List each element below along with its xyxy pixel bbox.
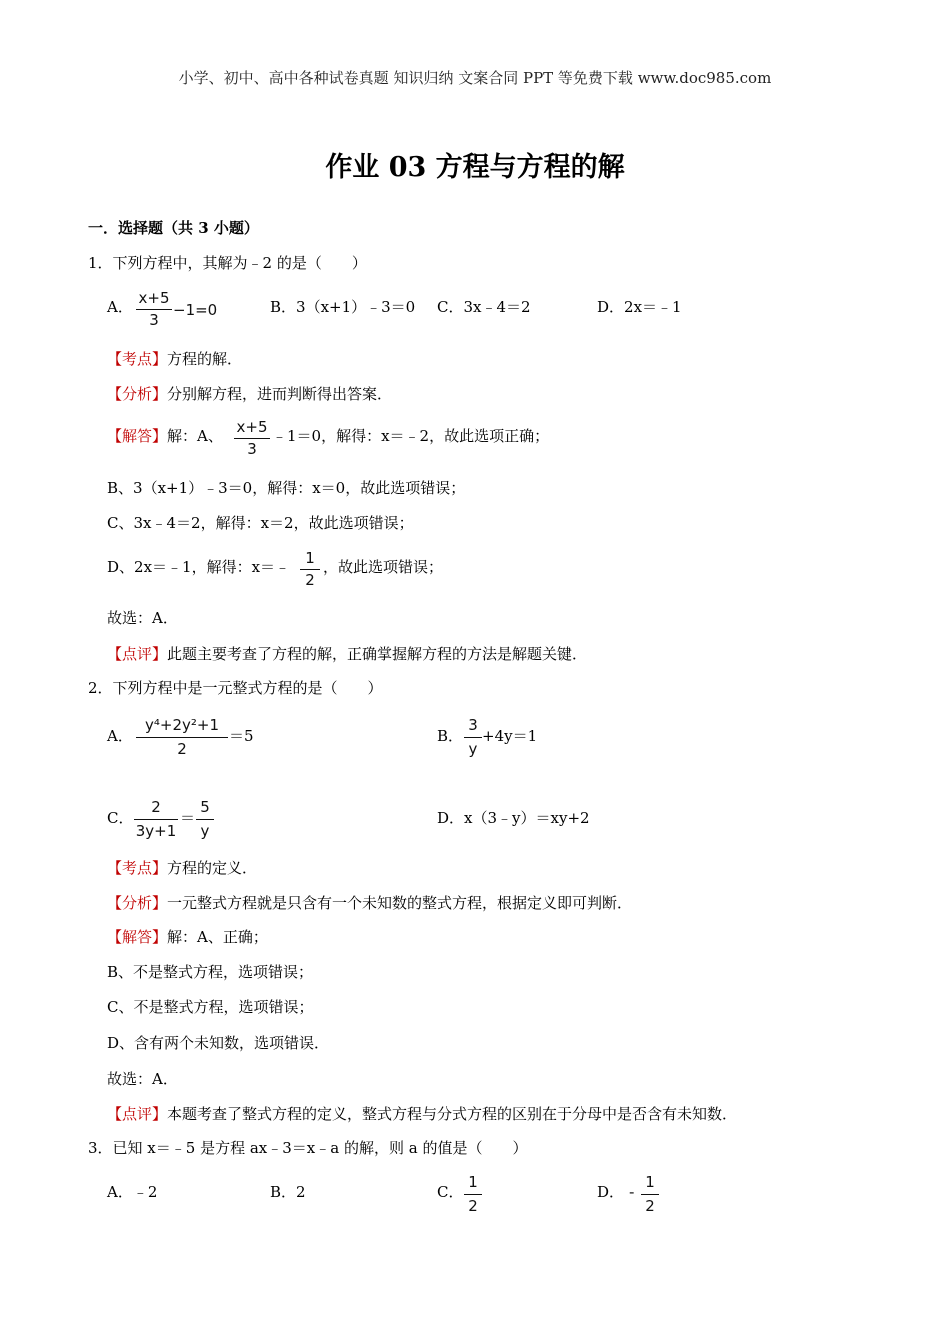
q2-option-c-bar-1 — [134, 819, 178, 820]
q1-line-d-post: ，故此选项错误； — [323, 558, 444, 576]
q2-option-a-label: A． — [107, 727, 133, 745]
q1-option-a-tail: −1=0 — [173, 301, 218, 319]
q3-option-c-fraction — [464, 1173, 482, 1215]
q2-option-b-fraction — [464, 716, 482, 758]
q2-kaodian-text: 方程的定义． — [167, 859, 258, 877]
q2-stem: 2．下列方程中是一元整式方程的是（ ） — [88, 679, 383, 697]
q3-option-c-bar — [464, 1194, 482, 1195]
q1-dianping — [107, 644, 587, 664]
q2-option-b-label: B． — [437, 727, 464, 745]
q3-option-d-sign: - — [629, 1183, 635, 1201]
q1-stem: 1．下列方程中，其解为﹣2 的是（ ） — [88, 254, 367, 272]
q2-option-a-denominator: 2 — [177, 740, 187, 758]
q3-option-d-numerator: 1 — [645, 1173, 655, 1191]
q2-fenxi — [107, 893, 632, 913]
q1-jieda-bar — [234, 438, 270, 439]
q1-dianping-text: 此题主要考查了方程的解，正确掌握解方程的方法是解题关键． — [167, 645, 588, 663]
q2-option-c-label: C． — [107, 809, 134, 827]
q2-fenxi-text: 一元整式方程就是只含有一个未知数的整式方程，根据定义即可判断． — [167, 894, 633, 912]
q3-option-b: B．2 — [270, 1183, 306, 1201]
q1-jieda-prefix — [107, 426, 223, 446]
q1-jieda-tag: 【解答】 — [107, 427, 168, 445]
q2-option-c-equals: ＝ — [180, 809, 196, 827]
q2-option-a-numerator: y⁴+2y²+1 — [144, 716, 219, 734]
q1-option-a-label: A． — [107, 298, 133, 316]
q1-line-d-bar — [300, 569, 320, 570]
q2-dianping-text: 本题考查了整式方程的定义，整式方程与分式方程的区别在于分母中是否含有未知数． — [167, 1105, 738, 1123]
q1-option-a-numerator: x+5 — [138, 289, 170, 307]
q1-option-b: B．3（x+1）﹣3＝0 — [270, 298, 416, 316]
q3-option-d-label: D． — [597, 1183, 625, 1201]
q1-fenxi-tag: 【分析】 — [107, 385, 168, 403]
q2-option-a-bar — [136, 737, 228, 738]
q2-fenxi-tag: 【分析】 — [107, 894, 168, 912]
q1-line-b: B、3（x+1）﹣3＝0，解得：x＝0，故此选项错误； — [107, 479, 466, 497]
page-header: 小学、初中、高中各种试卷真题 知识归纳 文案合同 PPT 等免费下载 www.doc985.com — [178, 69, 772, 87]
q2-option-a-tail: ＝5 — [229, 727, 254, 745]
q1-jieda-fraction — [234, 418, 270, 458]
q3-option-d-denominator: 2 — [645, 1197, 655, 1215]
q2-option-c-denominator-2: y — [200, 822, 210, 840]
page-title: 作业 03 方程与方程的解 — [325, 152, 625, 183]
q1-dianping-tag: 【点评】 — [107, 645, 168, 663]
q3-option-c-numerator: 1 — [468, 1173, 478, 1191]
q3-option-d-bar — [641, 1194, 659, 1195]
q2-option-b-tail: +4y＝1 — [482, 727, 538, 745]
q1-fenxi-text: 分别解方程，进而判断得出答案． — [167, 385, 393, 403]
q2-option-b-bar — [464, 737, 482, 738]
q3-option-a: A．﹣2 — [107, 1183, 158, 1201]
q2-option-c-numerator-2: 5 — [200, 798, 210, 816]
q2-answer: 故选：A． — [107, 1070, 178, 1088]
q3-option-d-fraction — [641, 1173, 659, 1215]
q1-answer: 故选：A． — [107, 609, 178, 627]
q1-kaodian-tag: 【考点】 — [107, 350, 168, 368]
q1-option-a-denominator: 3 — [149, 311, 159, 329]
q1-line-d-denominator: 2 — [305, 571, 315, 589]
q1-line-d-pre: D、2x＝﹣1，解得：x＝﹣ — [107, 558, 291, 576]
q3-option-c-label: C． — [437, 1183, 464, 1201]
q1-kaodian-text: 方程的解． — [167, 350, 243, 368]
q2-line-c: C、不是整式方程，选项错误； — [107, 998, 314, 1016]
q1-option-c: C．3x﹣4＝2 — [437, 298, 531, 316]
q2-line-b: B、不是整式方程，选项错误； — [107, 963, 314, 981]
q1-jieda-numerator: x+5 — [236, 418, 268, 436]
q2-option-c-numerator-1: 2 — [151, 798, 161, 816]
q2-dianping — [107, 1104, 737, 1124]
q1-fenxi — [107, 384, 392, 404]
q2-line-d: D、含有两个未知数，选项错误． — [107, 1034, 330, 1052]
q2-option-b-numerator: 3 — [468, 716, 478, 734]
q1-kaodian — [107, 349, 242, 369]
q3-option-c-denominator: 2 — [468, 1197, 478, 1215]
q2-jieda — [107, 927, 268, 947]
q2-option-c-bar-2 — [196, 819, 214, 820]
q2-kaodian-tag: 【考点】 — [107, 859, 168, 877]
q2-option-c-fraction-1 — [134, 798, 178, 840]
q2-option-c-denominator-1: 3y+1 — [135, 822, 177, 840]
q3-stem: 3．已知 x＝﹣5 是方程 ax﹣3＝x﹣a 的解，则 a 的值是（ ） — [88, 1139, 528, 1157]
q2-option-a-fraction — [136, 716, 228, 758]
q1-jieda-post: ﹣1＝0，解得：x＝﹣2，故此选项正确； — [272, 427, 550, 445]
q2-option-b-denominator: y — [468, 740, 478, 758]
q1-jieda-pre: 解：A、 — [167, 427, 223, 445]
q1-option-a-fraction — [136, 289, 172, 329]
q2-jieda-text: 解：A、正确； — [167, 928, 268, 946]
q1-option-a-bar — [136, 309, 172, 310]
q2-jieda-tag: 【解答】 — [107, 928, 168, 946]
q1-line-c: C、3x﹣4＝2，解得：x＝2，故此选项错误； — [107, 514, 414, 532]
q2-option-c-fraction-2 — [196, 798, 214, 840]
q2-dianping-tag: 【点评】 — [107, 1105, 168, 1123]
section-heading: 一．选择题（共 3 小题） — [88, 219, 259, 237]
q1-line-d-fraction — [300, 549, 320, 589]
q1-option-d: D．2x＝﹣1 — [597, 298, 682, 316]
q1-line-d-numerator: 1 — [305, 549, 315, 567]
q2-option-d: D．x（3﹣y）＝xy+2 — [437, 809, 590, 827]
q2-kaodian — [107, 858, 257, 878]
q1-jieda-denominator: 3 — [247, 440, 257, 458]
